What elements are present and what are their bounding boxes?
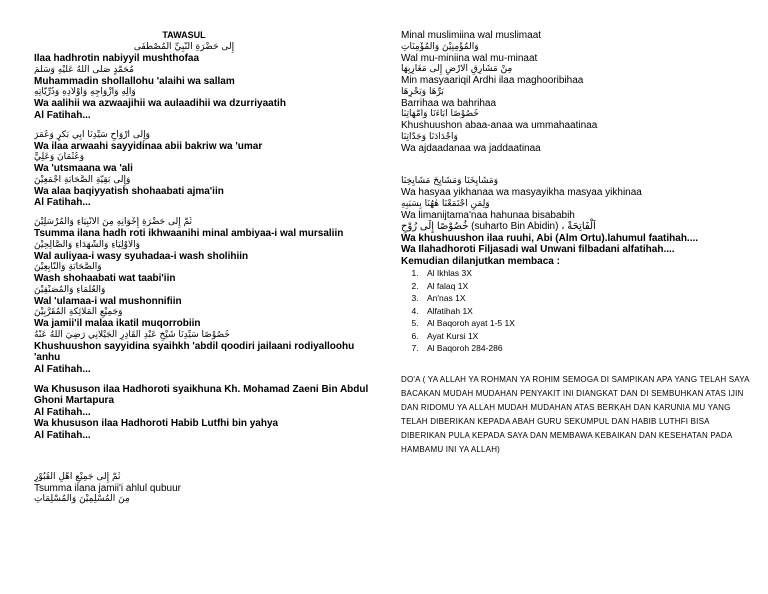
transliteration-line: Muhammadin shollallohu 'alaihi wa sallam [34,75,235,87]
arabic-line: وَالأَوْلِيَاءِ وَالشُّهَدَاءِ وَالصَّالِحِيْنَ [34,239,140,250]
arabic-line: وَجَمِيْعِ الْمَلاَئِكَةِ الْمُقَرَّبِيْنَ [34,307,123,317]
transliteration-line: Minal muslimiina wal muslimaat [401,30,542,41]
transliteration-line: Wa Khususon ilaa Hadhoroti syaikhuna Kh. Mohamad Zaeni Bin Abdul Ghoni Martapura [34,383,369,406]
surah-list-item: 7. Al Baqoroh 284-286 [421,342,751,355]
transliteration-line: Wa Ilahadhoroti Filjasadi wal Unwani filbadani alfatihah.... [401,244,675,255]
transliteration-line: Khushuushon abaa-anaa wa ummahaatinaa [401,120,598,131]
spacer [401,154,751,176]
page-title: TAWASUL [162,30,206,40]
arabic-line: مِنْ مَشَارِقِ الأَرْضِ إِلَى مَغَارِبِهَا [401,64,513,74]
arabic-line: بَرِّهَا وَبَحْرِهَا [401,86,444,97]
transliteration-line: Ilaa hadhrotin nabiyyil mushthofaa [34,53,200,64]
arabic-line: وَأَجْدَادَنَا وَجَدَّاتِنَا [401,131,458,142]
arabic-line: مِنَ الْمُسْلِمِيْنَ وَالْمُسْلِمَاتِ [34,494,130,504]
transliteration-line: Min masyaariqil Ardhi ilaa maghooribihaa [401,75,584,86]
fatihah-line: Al Fatihah... [34,109,91,121]
surah-list-item: 5. Al Baqoroh ayat 1-5 1X [421,317,751,330]
arabic-line: وَالْعُلَمَاءِ وَالْمُصَنِّفِيْنَ [34,284,106,295]
transliteration-line: Tsumma ilana hadh roti ikhwaanihi minal ambiyaa-i wal mursaliin [34,228,344,239]
surah-list [401,267,751,355]
surah-list-item: 1. Al Ikhlas 3X [421,267,751,280]
arabic-line: ثُمَّ إِلَى جَمِيْعِ أَهْلِ الْقُبُوْرِ [34,471,121,482]
transliteration-line: Wal mu-miniina wal mu-minaat [401,52,538,64]
arabic-line: وَالْمُؤْمِنِيْنَ وَالْمُؤْمِنَاتِ [401,41,479,52]
arabic-line: إِلَى حَضْرَةِ النَّبِيِّ الْمُصْطَفَى [133,42,235,52]
fatihah-line: Al Fatihah... [34,197,91,208]
right-lines [401,30,751,267]
transliteration-line: Wa 'utsmaana wa 'ali [34,163,133,174]
arabic-line: وَلِمَنِ اجْتَمَعْنَا هٰهُنَا بِسَبَبِهِ [401,198,490,209]
transliteration-line: Wal 'ulamaa-i wal mushonnifiin [34,295,182,307]
transliteration-line: Al Fatihah... [34,406,91,418]
transliteration-line: Wal auliyaa-i wasy syuhadaa-i wash sholihiin [34,250,249,262]
surah-list-item: 3. An'nas 1X [421,292,751,305]
transliteration-line: Tsumma ilana jamii'i ahlul qubuur [34,482,181,494]
arabic-line: وَمَشَايِخَنَا وَمَشَايِخَ مَشَايِخِنَا [401,176,499,186]
arabic-line: وَالصَّحَابَةِ وَالتَّابِعِيْنَ [34,262,102,272]
transliteration-line: Wa ajdaadanaa wa jaddaatinaa [401,142,541,154]
doa-paragraph: DO'A ( YA ALLAH YA ROHMAN YA ROHIM SEMOGA DI SAMPIKAN APA YANG TELAH SAYA BACAKAN MUDAH MUDAHAN PENYAKIT INI DIANGKAT DAN DI SEMBUHKAN ATAS IJIN DAN RIDOMU YA ALLAH MUDAH MUDAHAN ATAS BERKAH DAN KARUNIA MU YANG TELAH DIBERIKAN KEPADA ABAH GURU SEKUMPUL DAN HABIB LUTHFI BISA DIBERIKAN PULA KEPADA SAYA DAN MEMBAWA KEBAIKAN DAN KESEHATAN PADA HAMBAMU INI YA ALLAH) [401,374,750,454]
transliteration-line: Wash shohaabati wat taabi'iin [34,273,176,284]
transliteration-line: Wa limanijtama'naa hahunaa bisababih [401,209,575,221]
transliteration-line: Kemudian dilanjutkan membaca : [401,255,560,267]
transliteration-line: Wa jamii'il malaa ikatil muqorrobiin [34,318,201,329]
arabic-line: وَعُثْمَانَ وَعَلِيٍّ [34,152,85,162]
transliteration-line: Barrihaa wa bahrihaa [401,97,497,109]
arabic-line: وَإِلَى بَقِيَّةِ الصَّحَابَةِ أَجْمَعِيْنَ [34,174,131,185]
surah-list-item: 6. Ayat Kursi 1X [421,330,751,343]
right-column [401,30,751,457]
arabic-line: مُحَمَّدٍ صَلَّى اللهُ عَلَيْهِ وَسَلَّمَ [34,64,134,75]
arabic-line: ثُمَّ إِلَى حَضْرَةِ إِخْوَانِهِ مِنَ الأَنْبِيَاءِ وَالْمُرْسَلِيْنَ [34,217,193,227]
arabic-line: وَإِلَى أَرْوَاحِ سَيِّدِنَا أَبِي بَكْرٍ وَعُمَرَ [34,129,150,140]
transliteration-line: Wa alaa baqiyyatish shohaabati ajma'iin [34,185,224,197]
arabic-line: وَآلِهِ وَأَزْوَاجِهِ وَأَوْلاَدِهِ وَذُرِّيَّاتِهِ [34,87,136,97]
arabic-line: خُصُوْصًا آبَاءَنَا وَأُمَّهَاتِنَا [401,109,479,119]
transliteration-line: Khushuushon sayyidina syaihkh 'abdil qoodiri jailaani rodiyalloohu 'anhu [34,340,355,363]
left-lines [34,42,374,505]
transliteration-line: Wa aalihii wa azwaajihii wa aulaadihii wa dzurriyaatih [34,98,286,109]
arabic-line: خُصُوْصًا سَيِّدِنَا شَيْخِ عَبْدِ الْقَادِرِ الْجَيْلاَنِي رَضِيَ اللهُ عَنْهُ [34,329,230,340]
transliteration-line: Wa khususon ilaa Hadhoroti Habib Lutfhi bin yahya [34,418,279,429]
transliteration-line: خُصُوْصًا إِلَى رُوْحِ (suharto Bin Abidin) ، اَلْفَاتِحَةْ [401,221,596,232]
transliteration-line: Wa ilaa arwaahi sayyidinaa abii bakriw wa 'umar [34,140,263,152]
transliteration-line: Wa khushuushon ilaa ruuhi, Abi (Alm Ortu).lahumul faatihah.... [401,232,699,244]
transliteration-line: Wa hasyaa yikhanaa wa masyayikha masyaa yikhinaa [401,187,642,198]
spacer [34,450,374,472]
fatihah-line: Al Fatihah... [34,363,91,375]
left-column [34,30,374,505]
fatihah-line: Al Fatihah... [34,429,91,441]
surah-list-item: 2. Al falaq 1X [421,280,751,293]
surah-list-item: 4. Alfatihah 1X [421,305,751,318]
